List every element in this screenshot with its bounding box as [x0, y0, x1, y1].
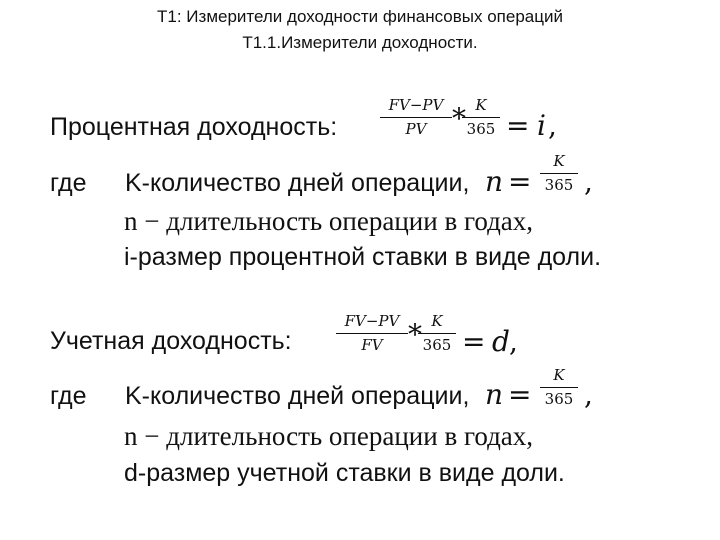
discount-yield-fraction-1: [336, 312, 408, 355]
days-definition: K-количество дней операции,: [125, 169, 470, 197]
percent-yield-fraction-2: [462, 96, 500, 139]
slide-header: [0, 4, 720, 56]
fraction-denominator: 365: [466, 120, 496, 138]
rate-definition: d-размер учетной ставки в виде доли.: [124, 459, 565, 487]
where-label: где: [50, 382, 87, 410]
fraction-numerator: FV−PV: [388, 96, 444, 114]
header-subtitle: Т1.1.Измерители доходности.: [242, 33, 478, 52]
fraction-bar: [336, 333, 408, 334]
fraction-denominator: 365: [422, 336, 452, 354]
days-definition: K-количество дней операции,: [125, 382, 470, 410]
comma: ,: [548, 109, 557, 142]
n-variable: n: [485, 378, 504, 411]
fraction-numerator: FV−PV: [344, 312, 400, 330]
comma: ,: [509, 325, 518, 358]
percent-yield-label: Процентная доходность:: [50, 113, 338, 141]
years-fraction: [540, 152, 578, 195]
equals-sign: =: [508, 378, 532, 411]
rate-definition: i-размер процентной ставки в виде доли.: [124, 243, 602, 271]
fraction-denominator: 365: [544, 390, 574, 408]
fraction-numerator: K: [553, 366, 565, 384]
result-variable-i: i: [537, 109, 546, 142]
duration-definition: n − длительность операции в годах,: [124, 206, 534, 236]
percent-yield-fraction-1: [380, 96, 452, 139]
fraction-numerator: K: [553, 152, 565, 170]
discount-yield-fraction-2: [418, 312, 456, 355]
result-variable-d: d: [492, 325, 510, 358]
header-title: Т1: Измерители доходности финансовых операций: [157, 7, 563, 26]
discount-yield-label: Учетная доходность:: [50, 327, 292, 355]
fraction-bar: [462, 117, 500, 118]
where-label: где: [50, 169, 87, 197]
fraction-denominator: 365: [544, 176, 574, 194]
fraction-bar: [380, 117, 452, 118]
fraction-bar: [540, 387, 578, 388]
fraction-denominator: PV: [405, 120, 427, 138]
fraction-denominator: FV: [361, 336, 383, 354]
comma: ,: [584, 378, 593, 411]
equals-sign: =: [506, 109, 530, 142]
multiply-sign: *: [408, 318, 422, 351]
equals-sign: =: [462, 325, 486, 358]
n-variable: n: [485, 165, 504, 198]
fraction-bar: [418, 333, 456, 334]
fraction-numerator: K: [431, 312, 443, 330]
equals-sign: =: [508, 165, 532, 198]
years-fraction: [540, 366, 578, 409]
duration-definition: n − длительность операции в годах,: [124, 421, 534, 451]
comma: ,: [584, 165, 593, 198]
fraction-bar: [540, 173, 578, 174]
fraction-numerator: K: [475, 96, 487, 114]
multiply-sign: *: [452, 102, 466, 135]
